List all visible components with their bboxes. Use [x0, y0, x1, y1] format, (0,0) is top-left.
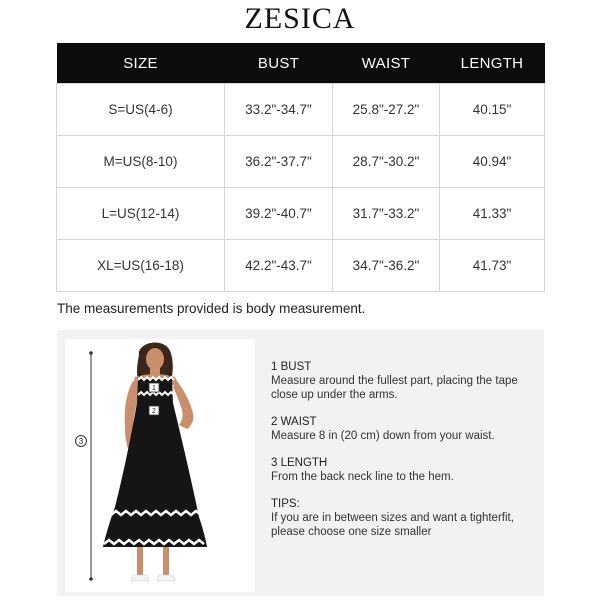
header-size: SIZE: [57, 43, 225, 84]
header-bust: BUST: [225, 43, 333, 84]
table-row: [57, 188, 545, 240]
waist-instruction: [271, 415, 536, 443]
left-leg: [137, 547, 143, 575]
right-leg: [163, 547, 169, 575]
face: [146, 348, 164, 370]
dress-skirt: [103, 403, 207, 547]
cell-size: S=US(4-6): [57, 84, 225, 136]
cell-waist: 25.8"-27.2": [333, 84, 440, 136]
cell-waist: 28.7"-30.2": [333, 136, 440, 188]
length-title: 3 LENGTH: [271, 457, 328, 469]
cell-waist: 34.7"-36.2": [333, 240, 440, 292]
waist-title: 2 WAIST: [271, 416, 317, 428]
table-row: [57, 240, 545, 292]
length-line-bottom-dot: [89, 577, 93, 581]
tips: [271, 497, 536, 539]
cell-bust: 36.2"-37.7": [225, 136, 333, 188]
cell-bust: 33.2"-34.7": [225, 84, 333, 136]
length-text: From the back neck line to the hem.: [271, 471, 454, 483]
marker-length-label: 3: [78, 437, 84, 446]
dress-illustration: [65, 339, 255, 592]
cell-waist: 31.7"-33.2": [333, 188, 440, 240]
cell-length: 40.94": [440, 136, 545, 188]
header-length: LENGTH: [440, 43, 545, 84]
right-shoe: [157, 575, 175, 581]
cell-length: 41.73": [440, 240, 545, 292]
size-chart-table: [56, 43, 545, 292]
marker-waist-label: 2: [152, 408, 156, 415]
length-line-top-dot: [89, 351, 93, 355]
tips-text: If you are in between sizes and want a tighterfit, please choose one size smaller: [271, 512, 514, 538]
model-photo: [65, 339, 255, 592]
header-waist: WAIST: [333, 43, 440, 84]
waist-text: Measure 8 in (20 cm) down from your waist.: [271, 430, 495, 442]
bust-text: Measure around the fullest part, placing the tape close up under the arms.: [271, 375, 518, 401]
cell-size: L=US(12-14): [57, 188, 225, 240]
table-header-row: [57, 43, 545, 84]
table-row: [57, 84, 545, 136]
length-instruction: [271, 456, 536, 484]
cell-bust: 39.2"-40.7": [225, 188, 333, 240]
cell-size: XL=US(16-18): [57, 240, 225, 292]
measurement-instructions: [271, 360, 536, 552]
brand-logo: ZESICA: [244, 2, 356, 35]
measurement-note: The measurements provided is body measurement.: [57, 301, 366, 316]
cell-length: 40.15": [440, 84, 545, 136]
marker-bust-label: 1: [152, 385, 156, 392]
table-row: [57, 136, 545, 188]
bust-title: 1 BUST: [271, 361, 312, 373]
left-shoe: [131, 575, 149, 581]
bust-instruction: [271, 360, 536, 402]
cell-length: 41.33": [440, 188, 545, 240]
tips-title: TIPS:: [271, 498, 300, 510]
cell-bust: 42.2"-43.7": [225, 240, 333, 292]
cell-size: M=US(8-10): [57, 136, 225, 188]
